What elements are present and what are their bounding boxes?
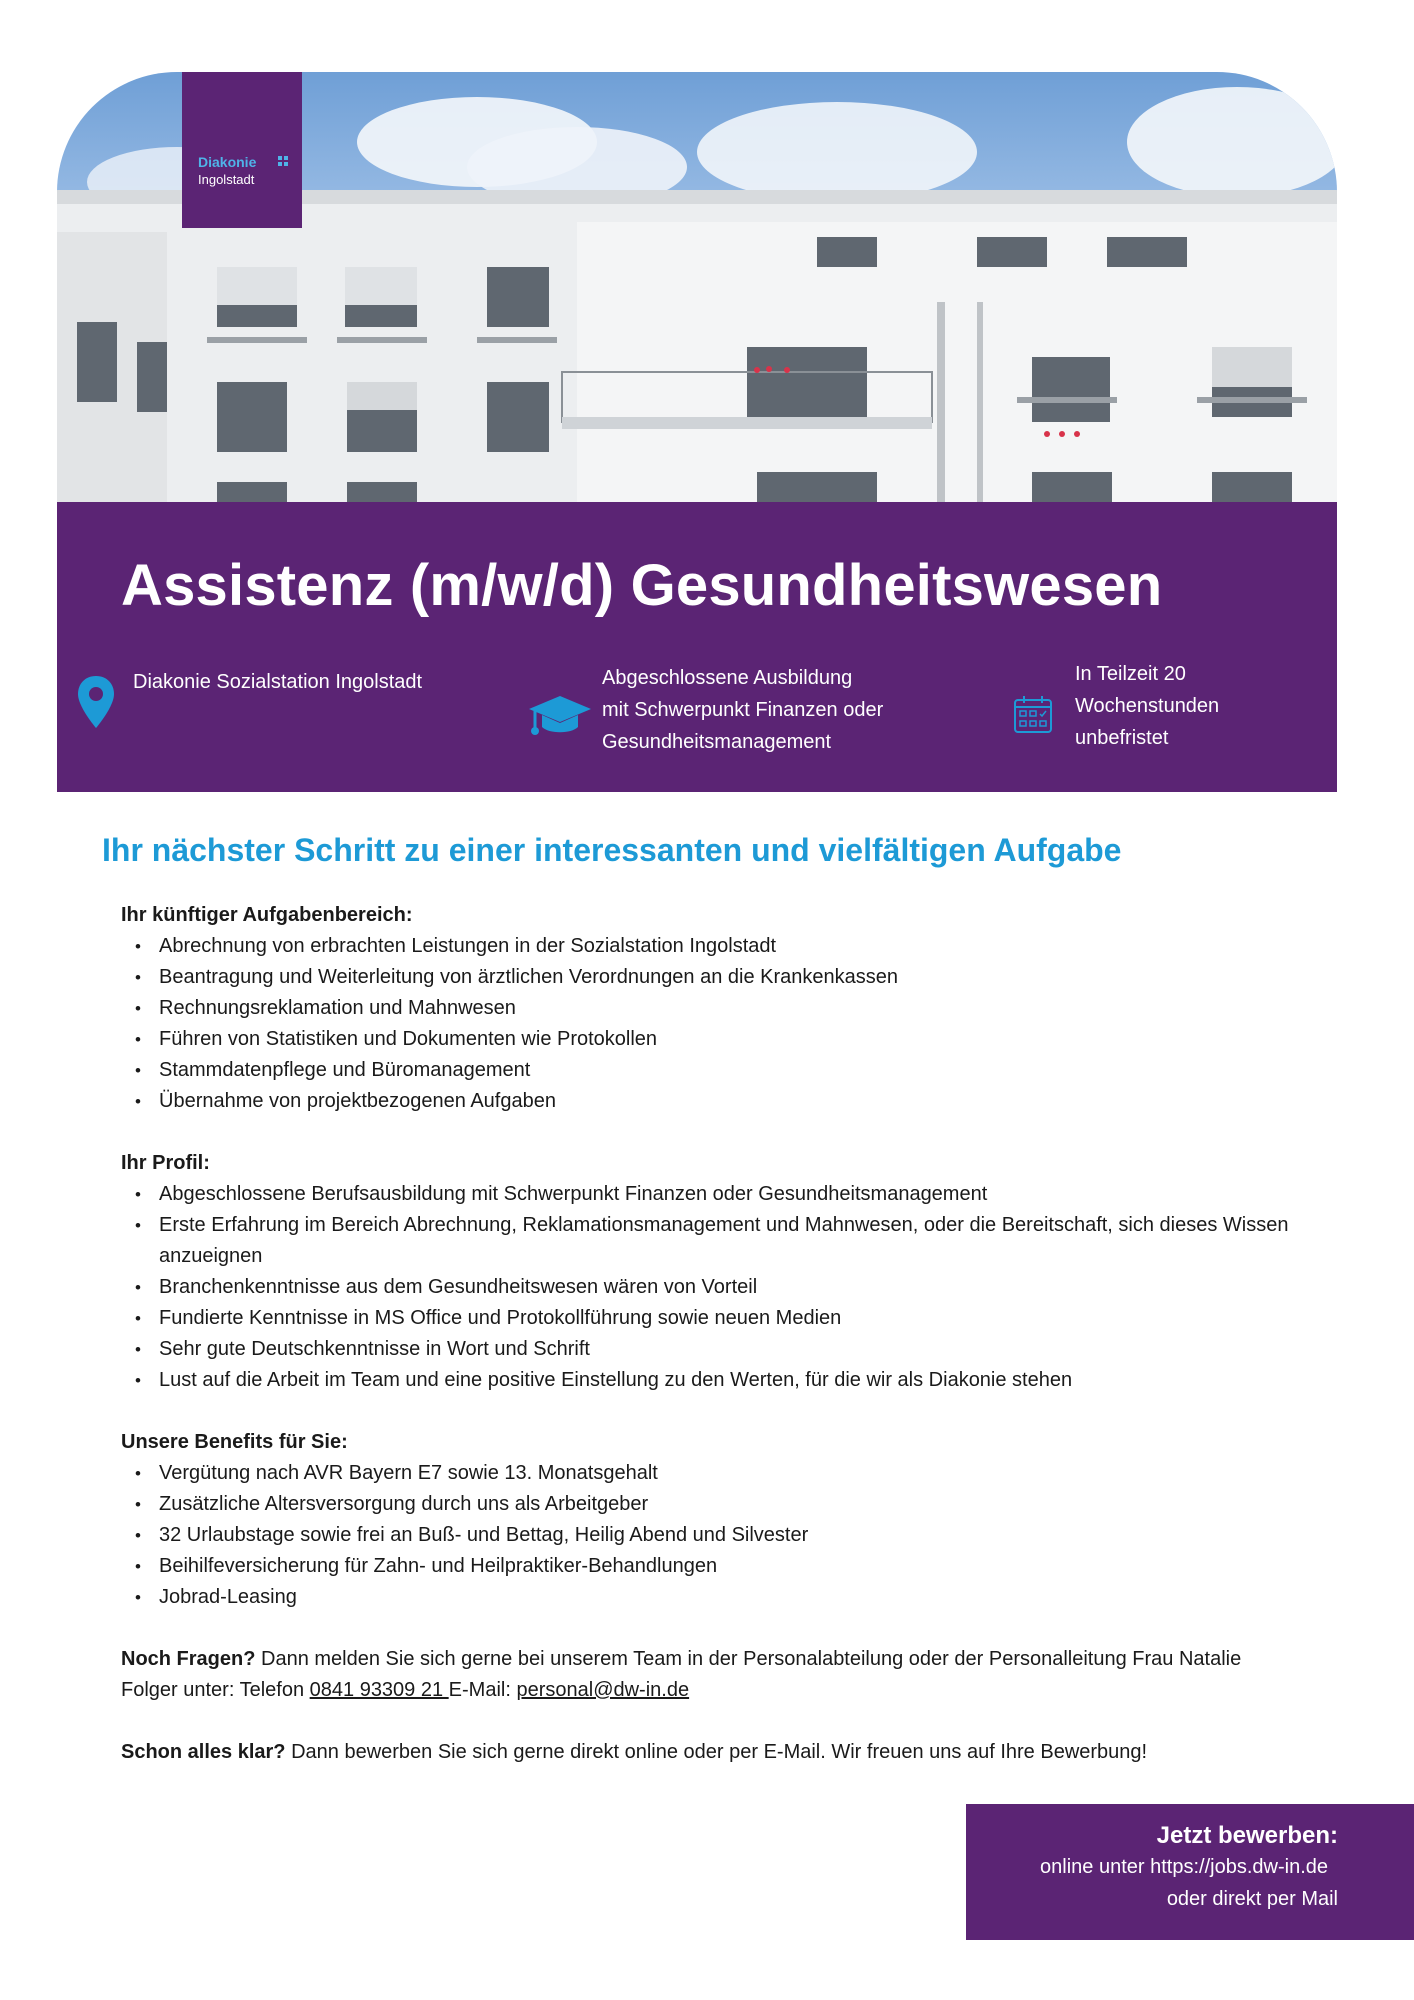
list-item: • Sehr gute Deutschkenntnisse in Wort und Schrift [159,1334,1301,1365]
education-line-2: mit Schwerpunkt Finanzen oder [602,699,884,721]
list-item: • Lust auf die Arbeit im Team und eine positive Einstellung zu den Werten, für die wir als Diakonie stehen [159,1365,1301,1396]
list-item: • Stammdatenpflege und Büromanagement [159,1055,1301,1086]
tasks-list [121,931,1301,1117]
closing-text: Dann bewerben Sie sich gerne direkt online oder per E-Mail. Wir freuen uns auf Ihre Bewerbung! [285,1741,1148,1763]
info-worktime [1075,658,1219,754]
profile-heading: Ihr Profil: [121,1152,210,1174]
contact-text: Dann melden Sie sich gerne bei unserem Team in der Personalabteilung oder der Personalleitung Frau Natalie Folger unter: Telefon [121,1648,1242,1701]
diakonie-logo [182,72,302,228]
logo-city: Ingolstadt [198,172,255,187]
education-line-1: Abgeschlossene Ausbildung [602,667,853,689]
education-line-3: Gesundheitsmanagement [602,731,832,753]
list-item: • Übernahme von projektbezogenen Aufgaben [159,1086,1301,1117]
graduation-cap-icon [527,694,593,740]
list-item: • Führen von Statistiken und Dokumenten wie Protokollen [159,1024,1301,1055]
list-item: • Fundierte Kenntnisse in MS Office und Protokollführung sowie neuen Medien [159,1303,1301,1334]
list-item: • Erste Erfahrung im Bereich Abrechnung, Reklamationsmanagement und Mahnwesen, oder die Bereitschaft, sich dieses Wissen anzueignen [159,1210,1301,1272]
list-item: • Rechnungsreklamation und Mahnwesen [159,993,1301,1024]
list-item: • 32 Urlaubstage sowie frei an Buß- und Bettag, Heilig Abend und Silvester [159,1520,1301,1551]
list-item: • Abrechnung von erbrachten Leistungen in der Sozialstation Ingolstadt [159,931,1301,962]
profile-list [121,1179,1301,1396]
benefits-heading: Unsere Benefits für Sie: [121,1431,348,1453]
closing-lead: Schon alles klar? [121,1741,286,1763]
logo-brand: Diakonie [198,154,257,170]
job-title: Assistenz (m/w/d) Gesundheitswesen [121,553,1163,618]
mail-label: E-Mail: [448,1679,517,1701]
worktime-line-3: unbefristet [1075,727,1169,749]
calendar-icon [1013,694,1053,734]
section-subtitle: Ihr nächster Schritt zu einer interessanten und vielfältigen Aufgabe [102,832,1122,868]
apply-box [966,1804,1414,1940]
logo-mark-icon [278,156,288,166]
title-banner [57,502,1337,792]
contact-paragraph [121,1644,1301,1706]
job-description [121,900,1301,1799]
tasks-heading: Ihr künftiger Aufgabenbereich: [121,904,413,926]
info-location [133,666,422,698]
worktime-line-2: Wochenstunden [1075,695,1220,717]
contact-lead: Noch Fragen? [121,1648,256,1670]
closing-paragraph [121,1737,1301,1768]
location-pin-icon [75,674,117,730]
benefits-list [121,1458,1301,1613]
list-item: • Beantragung und Weiterleitung von ärztlichen Verordnungen an die Krankenkassen [159,962,1301,993]
list-item: • Branchenkenntnisse aus dem Gesundheitswesen wären von Vorteil [159,1272,1301,1303]
building-photo [57,72,1337,502]
list-item: • Abgeschlossene Berufsausbildung mit Schwerpunkt Finanzen oder Gesundheitsmanagement [159,1179,1301,1210]
hero-header [57,72,1337,792]
worktime-line-1: In Teilzeit 20 [1075,663,1186,685]
location-text: Diakonie Sozialstation Ingolstadt [133,671,423,693]
apply-mail: oder direkt per Mail [1166,1888,1338,1910]
list-item: • Beihilfeversicherung für Zahn- und Heilpraktiker-Behandlungen [159,1551,1301,1582]
email-link[interactable]: personal@dw-in.de [516,1679,690,1701]
phone-link[interactable]: 0841 93309 21 [309,1679,449,1701]
list-item: • Vergütung nach AVR Bayern E7 sowie 13. Monatsgehalt [159,1458,1301,1489]
list-item: • Jobrad-Leasing [159,1582,1301,1613]
apply-title: Jetzt bewerben: [1156,1822,1338,1849]
apply-online[interactable]: online unter https://jobs.dw-in.de [1040,1856,1328,1878]
info-education [602,662,883,758]
list-item: • Zusätzliche Altersversorgung durch uns als Arbeitgeber [159,1489,1301,1520]
